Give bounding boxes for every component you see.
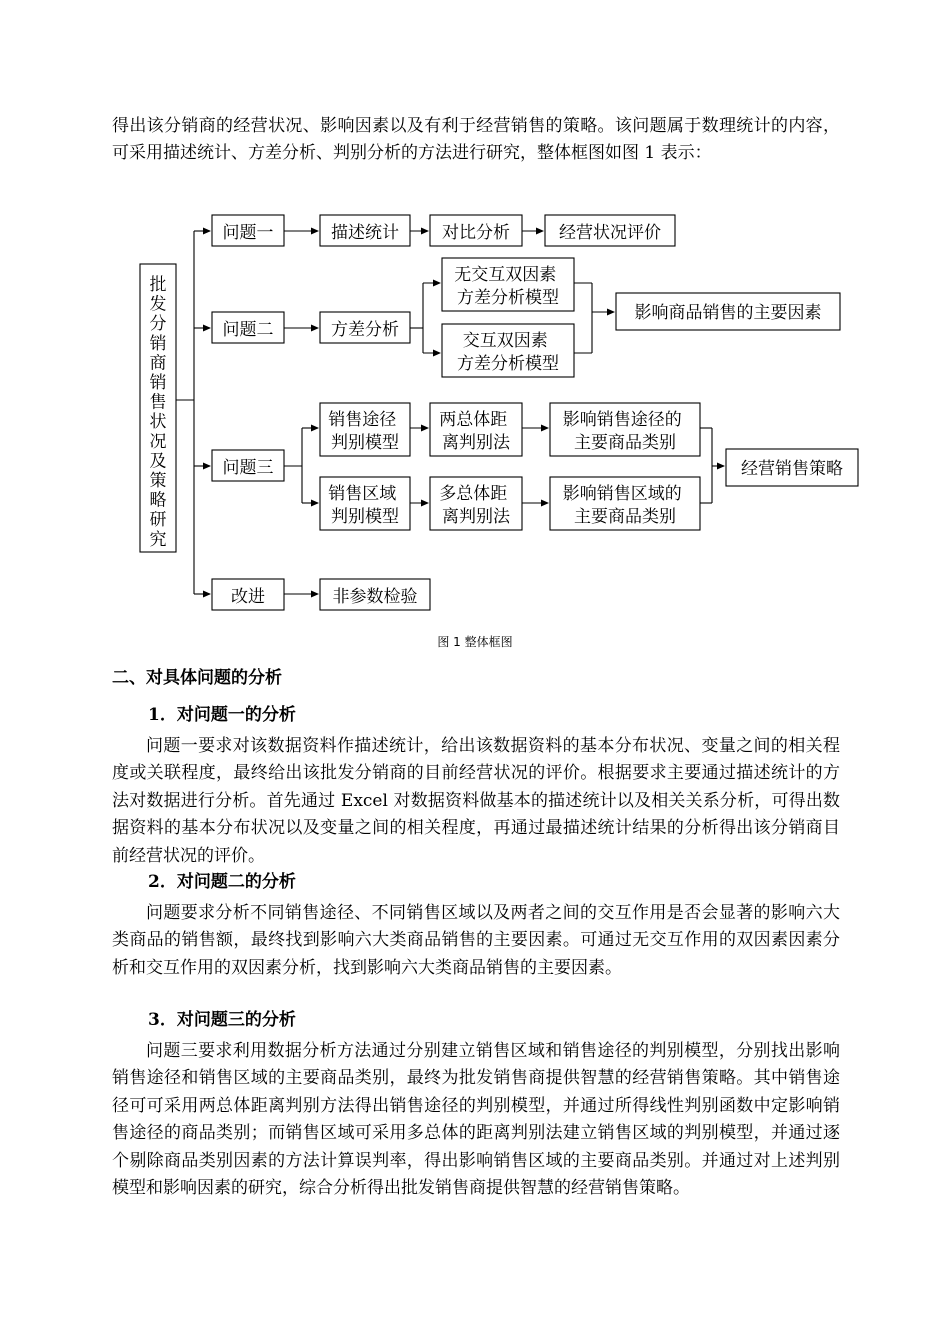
s2-title: 2．对问题二的分析 [148, 872, 296, 892]
q3-final-label: 经营销售策略 [741, 459, 843, 479]
q1-step2-box [430, 215, 522, 246]
q1-label: 问题一 [222, 223, 274, 243]
overall-framework-diagram [0, 200, 950, 620]
figure-caption: 图 1 整体框图 [437, 635, 513, 649]
s1-title: 1．对问题一的分析 [148, 705, 296, 725]
q3-box [212, 450, 284, 481]
q3-label: 问题三 [222, 458, 274, 478]
q2-label: 问题二 [222, 320, 274, 340]
q3-method-a-label: 两总体距 离判别法 [439, 410, 510, 453]
q1-step2-label: 对比分析 [442, 223, 510, 243]
q1-method-box [320, 215, 410, 246]
improve-label: 改进 [231, 587, 265, 607]
improve-method-label: 非参数检验 [332, 587, 418, 607]
q3-method-b-box [430, 477, 522, 530]
intro-paragraph: 得出该分销商的经营状况、影响因素以及有利于经营销售的策略。该问题属于数理统计的内容，可采用描述统计、方差分析、判别分析的方法进行研究，整体框图如图 1 表示： [112, 116, 840, 164]
q2-result-label: 影响商品销售的主要因素 [634, 303, 822, 323]
s1-paragraph: 问题一要求对该数据资料作描述统计，给出该数据资料的基本分布状况、变量之间的相关程度或关联程度，最终给出该批发分销商的目前经营状况的评价。根据要求主要通过描述统计的方法对数据进行分析。首先通过 Excel 对数据资料做基本的描述统计以及相关关系分析，可得出数据资料的基本分布状况以及变量之间的相关程度，再通过最描述统计结果的分析得出该分销商目前经营状况的评价。 [112, 736, 840, 866]
s3-title: 3．对问题三的分析 [148, 1010, 296, 1030]
q1-box [212, 215, 284, 246]
root-connectors [176, 231, 210, 594]
root-box [140, 264, 176, 552]
q2-method-box [320, 312, 410, 343]
q3-method-a-box [430, 403, 522, 456]
q1-result-box [545, 215, 675, 246]
q3-result-b-box [550, 477, 700, 530]
q2-box [212, 312, 284, 343]
s3-paragraph: 问题三要求利用数据分析方法通过分别建立销售区域和销售途径的判别模型，分别找出影响销售途径和销售区域的主要商品类别，最终为批发销售商提供智慧的经营销售策略。其中销售途径可可采用两总体距离判别方法得出销售途径的判别模型，并通过所得线性判别函数中定影响销售途径的商品类别；而销售区域可采用多总体的距离判别法建立销售区域的判别模型，并通过逐个剔除商品类别因素的方法计算误判率，得出影响销售区域的主要商品类别。并通过对上述判别模型和影响因素的研究，综合分析得出批发销售商提供智慧的经营销售策略。 [112, 1041, 840, 1199]
q3-model-b-box [320, 477, 410, 530]
q1-method-label: 描述统计 [331, 223, 399, 243]
q3-model-a-label: 销售途径 判别模型 [328, 410, 399, 453]
q3-model-a-box [320, 403, 410, 456]
improve-method-box [320, 579, 430, 610]
section2-title: 二、对具体问题的分析 [112, 668, 282, 688]
q3-model-b-label: 销售区域 判别模型 [328, 484, 399, 527]
q2-result-box [616, 293, 840, 330]
q3-method-b-label: 多总体距 离判别法 [439, 484, 510, 527]
q3-result-a-box [550, 403, 700, 456]
q3-result-a-label: 影响销售途径的 主要商品类别 [562, 410, 682, 453]
q2-model-b-box [442, 324, 574, 377]
q2-method-label: 方差分析 [331, 320, 399, 340]
q2-model-a-label: 无交互双因素 方差分析模型 [454, 265, 559, 308]
q3-final-box [726, 449, 858, 486]
q3-result-b-label: 影响销售区域的 主要商品类别 [562, 484, 682, 527]
q2-model-a-box [442, 258, 574, 311]
improve-box [212, 579, 284, 610]
q1-result-label: 经营状况评价 [559, 223, 661, 243]
q2-model-b-label: 交互双因素 方差分析模型 [457, 331, 559, 374]
root-label: 批发分销商销售状况及策略研究 [149, 275, 167, 550]
s2-paragraph: 问题要求分析不同销售途径、不同销售区域以及两者之间的交互作用是否会显著的影响六大类商品的销售额，最终找到影响六大类商品销售的主要因素。可通过无交互作用的双因素因素分析和交互作用的双因素分析，找到影响六大类商品销售的主要因素。 [112, 903, 840, 978]
